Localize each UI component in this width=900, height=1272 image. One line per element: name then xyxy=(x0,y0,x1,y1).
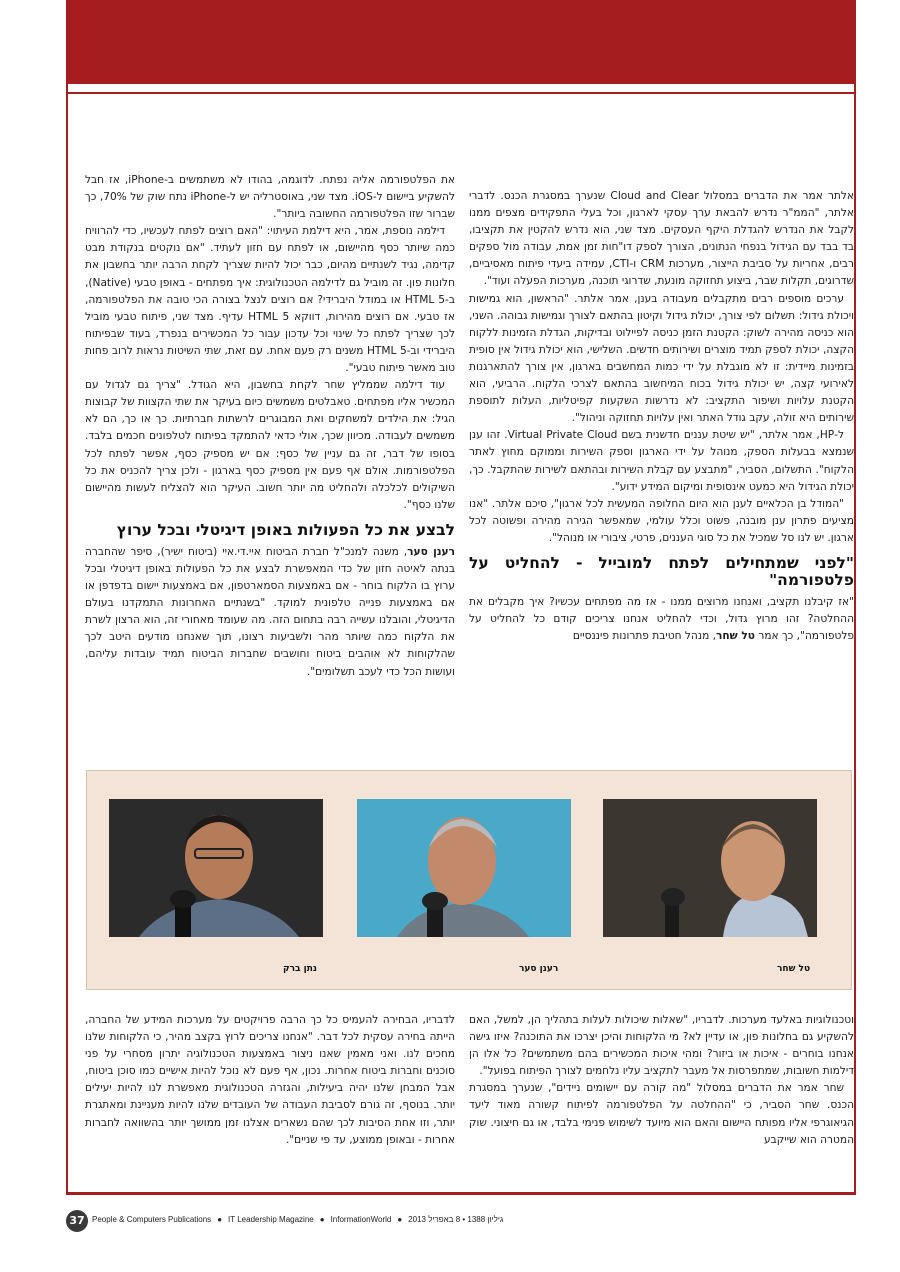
header-color-band xyxy=(66,0,856,84)
paragraph: עוד דילמה שממליץ שחר לקחת בחשבון, היא הגודל. "צריך גם לגדול עם המכשיר אליו מפתחים. טאבלטים משמשים כיום בעיקר את שתי הקצוות של קבוצות הגיל: את הילדים למשחקים ואת המבוגרים לרשתות חברתיות. כך או כך, הם לא משמשים לעבודה. מכיוון שכך, אולי כדאי להתמקד בפיתוח לטלפונים חכמים בלבד. בסופו של דבר, זה גם עניין של כסף: אם יש מספיק כסף, אפשר לפתח לכל הפלטפורמות. אולם אף פעם אין מספיק כסף בארגון - ולכן צריך להכניס את כל השיקולים לכלכלה ולהחליט מה יותר חשוב. העיקר הוא להצליח לעשות מהיישום שלנו כסף". xyxy=(85,379,455,511)
page-number: 37 xyxy=(66,1210,88,1232)
paragraph-text: , משנה למנכ"ל חברת הביטוח איי.די.איי (ביטוח ישיר), סיפר שהחברה בנתה לאיטה חזון של כדי המאפשרת לבצע את כל הפעולות באופן דיגיטלי ובכל ערוץ בו הלקוח בוחר - אם באמצעות הסמארטפון, אם באמצעות יישום בדפדפן או אם באמצעות פנייה טלפונית למוקד. "בשנתיים האחרונות התמקדנו בעולם הדיגיטלי, והובלנו עשייה רבה בתחום הזה. מה שעומד מאחורי זה, הוא הרצון לשרת את הלקוח כמה שיותר מהר ולשביעות רצונו, תוך שאנחנו מודעים היטב לכך שהלקוחות לא אוהבים ביטוח וחושבים שחברות הביטוח תמיד עובדות עליהם, ועושות הכל כדי לעכב תשלומים". xyxy=(85,545,455,678)
footer-issue: גיליון 1388 • 8 באפריל 2013 xyxy=(408,1215,504,1224)
page-border-left xyxy=(66,84,68,1194)
footer-publication-line: People & Computers Publications ● IT Leadership Magazine ● InformationWorld ● גיליון 1388 • 8 באפריל 2013 xyxy=(92,1215,504,1224)
photo-caption: רענן סער xyxy=(519,964,559,974)
article-column-bottom-left xyxy=(85,1012,455,1184)
paragraph-text: "אז קיבלנו תקציב, ואנחנו מרוצים ממנו - אז מה מפתחים עכשיו? איך מקבלים את ההחלטה? זהו מרוץ גדול, וכדי להחליט אנחנו צריכים קודם כל להחליט על פלטפורמה", כך אמר xyxy=(469,595,854,643)
paragraph: ל-HP, אמר אלתר, "יש שיטת עננים חדשנית בשם Virtual Private Cloud. זהו ענן שנמצא בבעלות הספק, מנוהל על ידי הארגון וספק השירות וממוקם מחוץ לאתר הלקוח". התשלום, הסביר, "מתבצע עם קבלת השירות ובהתאם לשירות שהתקבל. כך, יכולת הגידול היא כמעט אינסופית ומיקום המידע ידוע". xyxy=(469,429,854,493)
article-column-top-left xyxy=(85,172,455,772)
photo-strip xyxy=(86,770,852,990)
paragraph: שחר אמר את הדברים במסלול "מה קורה עם יישומים ניידים", שנערך במסגרת הכנס. שחר הסביר, כי "ההחלטה על הפלטפורמה לפיתוח קשורה מאוד ליעד הגיאוגרפי אליו מפותח היישום והאם הוא מיועד לשימוש פנימי בלבד, או גם חיצוני. שוק המטרה הוא שייקבע xyxy=(469,1082,854,1146)
paragraph: ערכים מוספים רבים מתקבלים מעבודה בענן, אמר אלתר. "הראשון, הוא גמישות ויכולת גידול: תשלום לפי צורך, יכולת גידול וקיטון בהתאם לצורך וגמישות גבוהה. השני, הוא כניסה מהירה לשוק: הקטנת הזמן כניסה לפיילוט ובדיקות, הגדלת הזמינות ללקוח הקצה, יכולת לספק תמיד מוצרים ושירותים חדשים. השלישי, הוא יכולת גידול אין סופית בזמינות מיידית: זו לא מוגבלת על ידי כמות המחשבים בארגון, אין צורך להתארגנות לאירועי קצה, יש יכולת גידול בכוח המיחשוב בהתאם לצרכי הלקוח. הרביעי, הוא הקטנת עלויות ושיפור התקציב: לא נדרשות השקעות קפיטליות, העלות לתוספת שירותים היא זולה, עקב גודל האתר ואין עלויות תחזוקה וניהול". xyxy=(469,292,854,425)
page-footer xyxy=(66,1210,856,1232)
paragraph: "המודל בן הכלאיים לענן הוא היום החלופה המעשית לכל ארגון", סיכם אלתר. "אנו מציעים פתרון ענן מובנה, פשוט וכלל עולמי, שמאפשר הגירה מהירה ופשוטה לכל ארגון. יש לנו סל שמכיל את כל סוגי העננים, פרטי, ציבורי או מנוהל". xyxy=(469,497,854,544)
header-rule xyxy=(66,92,856,94)
photo-caption: טל שחר xyxy=(777,964,811,974)
paragraph: לדבריו, הבחירה להעמיס כל כך הרבה פרויקטים על מערכות המידע של החברה, הייתה בחירה עסקית לכל דבר. "אנחנו צריכים לרוץ בקצב מהיר, כי הלקוחות שלנו מחכים לנו. ואני מאמין שאנו ניצור באמצעות הטכנולוגיה יתרון מסחרי על פני סוכנים וחברות ביטוח אחרות. נכון, אף פעם לא נוכל להיות אישיים כמו סוכן ביטוח, אבל המבחן שלנו יהיה ביעילות, והגזרה הטכנולוגית מאפשרת לנו להיות יעילים יותר. בנוסף, זה גורם לסביבת העבודה של העובדים שלנו להיות מעניינת ומאתגרת יותר, וזו אחת הסיבות לכך שהם נשארים אצלנו זמן ממושך יותר בהשוואה לחברות אחרות - ובאופן ממוצע, עד פי שניים". xyxy=(85,1014,455,1146)
paragraph: וטכנולוגיות באלעד מערכות. לדבריו, "שאלות שיכולות לעלות בתהליך הן, למשל, האם להשקיע גם בחלונות פון, או עדיין לא? מי הלקוחות והיכן יצרכו את התוכנה? איזו גישה אנחנו בוחרים - איכות או ביזור? ומהי איכות המכשירים בהם משתמשים? כל אלו הן דילמות חשובות, שמתפרסות אל מעבר לתקציב עליו נלחמים לצורך הפיתוח בפועל". xyxy=(469,1014,854,1078)
speaker-photo-natan-barak xyxy=(109,799,323,937)
speaker-name: רענן סער xyxy=(407,545,455,558)
article-column-top-right xyxy=(469,188,854,768)
footer-magazine: IT Leadership Magazine xyxy=(228,1215,314,1224)
paragraph xyxy=(85,544,455,681)
footer-publisher: People & Computers Publications xyxy=(92,1215,212,1224)
paragraph-text: , מנהל חטיבת פתרונות פיננסיים xyxy=(572,630,717,643)
section-heading: "לפני שמתחילים לפתח למובייל - להחליט על פלטפורמה" xyxy=(469,553,854,589)
speaker-photo-raanan-saar xyxy=(357,799,571,937)
section-heading: לבצע את כל הפעולות באופן דיגיטלי ובכל ערוץ xyxy=(116,520,455,539)
speaker-name: טל שחר xyxy=(716,630,755,643)
page-border-right xyxy=(854,84,856,1194)
speaker-photo-tal-shahar xyxy=(603,799,817,937)
paragraph xyxy=(469,594,854,645)
paragraph: את הפלטפורמה אליה נפתח. לדוגמה, בהודו לא משתמשים ב-iPhone, אז חבל להשקיע ביישום ל-iOS. מצד שני, באוסטרליה יש ל-iPhone נתח שוק של 70%, כך שברור שזו הפלטפורמה החשובה ביותר". xyxy=(85,174,455,221)
footer-rule xyxy=(66,1192,856,1195)
photo-caption: נתן ברק xyxy=(283,964,317,974)
paragraph: דילמה נוספת, אמר, היא דילמת העיתוי: "האם רוצים לפתח לעכשיו, כדי להרוויח כמה שיותר כסף מהיישום, או לפתח עם חזון לעתיד. "אם נוקטים בנקודת מבט קדימה, נגיד לשנתיים מהיום, כבר יכול להיות שצריך לקחת הרבה יותר בחשבון את חלונות פון. זה מוביל גם לדילמה הטכנולוגית: איך מפתחים - באופן טבעי (Native), ב-HTML 5 או במודל היברידי? אם רוצים לנצל בצורה הכי טובה את הפלטפורמה, אז טבעי. אם רוצים מהירות, דווקא HTML 5 עדיף. מצד שני, פיתוח טבעי מוביל לכך שצריך לפתח כל שינוי וכל עדכון עבור כל המכשירים בנפרד, בעוד שבפיתוח היברידי וב-HTML 5 משנים רק פעם אחת. עם זאת, שתי השיטות נראות לרוב פחות טוב מאשר פיתוח טבעי". xyxy=(85,225,455,375)
footer-site: InformationWorld xyxy=(330,1215,392,1224)
paragraph: אלתר אמר את הדברים במסלול Cloud and Clear שנערך במסגרת הכנס. לדברי אלתר, "הממ"ר נדרש להבאת ערך עסקי לארגון, וכל בעלי התפקידים מצפים ממנו לקבל את הנדרש להגדלת היקף העסקים. מצד שני, הוא נדרש להקטין את תקציבו, בד בבד עם הגידול בנפחי הנתונים, הצורך לספק דו"חות זמן אמת, עבודה מול ספקים רבים, אחריות על סביבת הייצור, מערכות CRM ו-CTI, עמידה ביעדי פיתוח מאסיביים, שדרוגים, תקלות שבר, ביצוע תחזוקה מונעת, שדרוגי תוכנה, מערכות הפעלה ועוד". xyxy=(469,190,854,288)
article-column-bottom-right xyxy=(469,1012,854,1184)
